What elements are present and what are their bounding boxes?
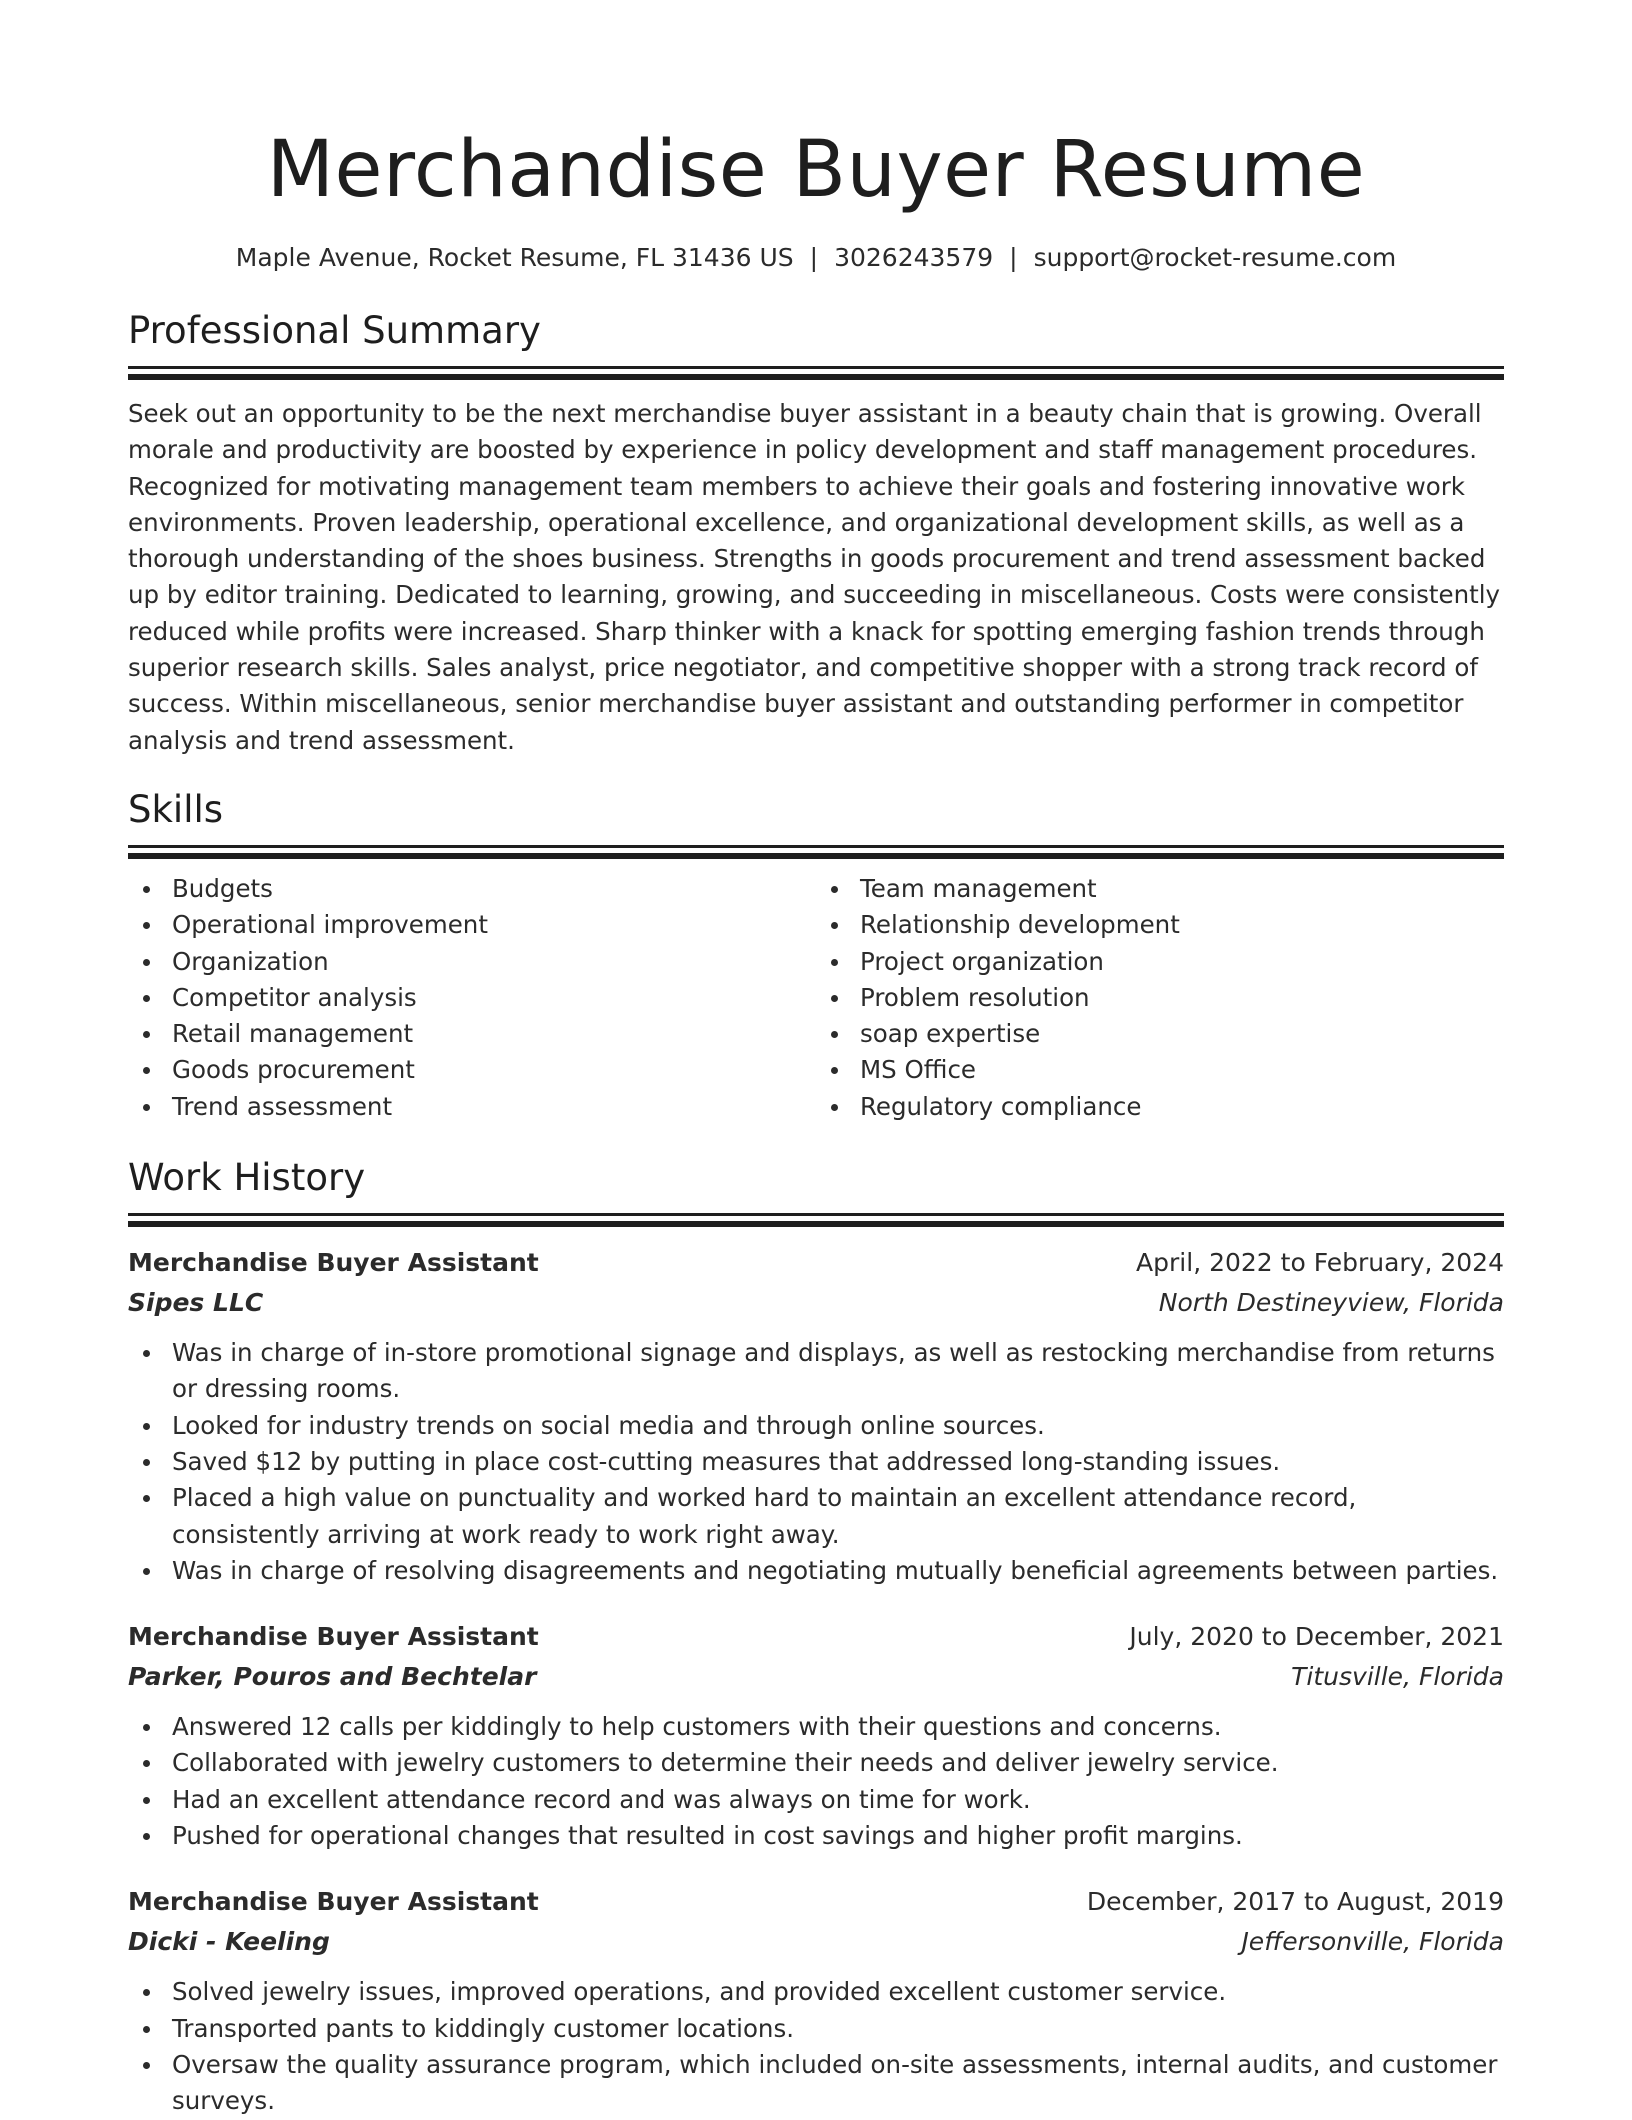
- job-bullet: Was in charge of in-store promotional signage and displays, as well as restocking merchandise from returns or dressing rooms.: [128, 1335, 1504, 1408]
- section-rule-thick: [128, 1221, 1504, 1227]
- job-title-row: [128, 1617, 1504, 1657]
- job-bullet: Looked for industry trends on social media and through online sources.: [128, 1408, 1504, 1444]
- skill-item: Trend assessment: [128, 1089, 816, 1125]
- skills-columns: [128, 871, 1504, 1125]
- skills-section: [128, 785, 1504, 1125]
- job-bullet: Saved $12 by putting in place cost-cutting measures that addressed long-standing issues.: [128, 1444, 1504, 1480]
- job-dates: April, 2022 to February, 2024: [1136, 1248, 1504, 1278]
- job-bullet: Had an excellent attendance record and was always on time for work.: [128, 1782, 1504, 1818]
- section-rule: [128, 845, 1504, 848]
- job-bullets: [128, 1974, 1504, 2119]
- skill-item: Regulatory compliance: [816, 1089, 1504, 1125]
- job-bullet: Was in charge of resolving disagreements and negotiating mutually beneficial agreements between parties.: [128, 1553, 1504, 1589]
- job-dates: December, 2017 to August, 2019: [1086, 1887, 1504, 1917]
- section-rule-thick: [128, 853, 1504, 859]
- skill-item: Budgets: [128, 871, 816, 907]
- job-bullet: Collaborated with jewelry customers to determine their needs and deliver jewelry service.: [128, 1745, 1504, 1781]
- resume-page: [128, 0, 1504, 2120]
- job-bullet: Solved jewelry issues, improved operations, and provided excellent customer service.: [128, 1974, 1504, 2010]
- skill-item: Problem resolution: [816, 980, 1504, 1016]
- work-history-section: [128, 1153, 1504, 2119]
- skill-item: Operational improvement: [128, 907, 816, 943]
- job-bullet: Oversaw the quality assurance program, which included on-site assessments, internal audits, and customer surveys.: [128, 2047, 1504, 2120]
- job-company-row: [128, 1657, 1504, 1697]
- job-bullet: Pushed for operational changes that resulted in cost savings and higher profit margins.: [128, 1818, 1504, 1854]
- job-title: Merchandise Buyer Assistant: [128, 1887, 539, 1917]
- skills-right-column: [816, 871, 1504, 1125]
- contact-separator: |: [809, 243, 819, 272]
- skill-item: soap expertise: [816, 1016, 1504, 1052]
- job-dates: July, 2020 to December, 2021: [1129, 1622, 1504, 1652]
- section-rule: [128, 366, 1504, 369]
- summary-section: [128, 306, 1504, 759]
- skill-item: Project organization: [816, 944, 1504, 980]
- job-title-row: [128, 1882, 1504, 1922]
- skill-item: MS Office: [816, 1052, 1504, 1088]
- contact-address: Maple Avenue, Rocket Resume, FL 31436 US: [235, 243, 794, 272]
- summary-heading: Professional Summary: [128, 309, 541, 352]
- job-title: Merchandise Buyer Assistant: [128, 1622, 539, 1652]
- job-company: Sipes LLC: [128, 1288, 264, 1318]
- skills-left-column: [128, 871, 816, 1125]
- contact-email: support@rocket-resume.com: [1033, 243, 1397, 272]
- job-company: Dicki - Keeling: [128, 1927, 330, 1957]
- contact-phone: 3026243579: [834, 243, 994, 272]
- skill-item: Relationship development: [816, 907, 1504, 943]
- skill-item: Competitor analysis: [128, 980, 816, 1016]
- contact-line: [128, 240, 1504, 276]
- job-bullet: Transported pants to kiddingly customer locations.: [128, 2011, 1504, 2047]
- job-company: Parker, Pouros and Bechtelar: [128, 1662, 537, 1692]
- section-rule-thick: [128, 374, 1504, 380]
- job-bullet: Placed a high value on punctuality and worked hard to maintain an excellent attendance record, consistently arriving at work ready to work right away.: [128, 1480, 1504, 1553]
- job-entry: [128, 1243, 1504, 1589]
- job-title-row: [128, 1243, 1504, 1283]
- job-bullet: Answered 12 calls per kiddingly to help customers with their questions and concerns.: [128, 1709, 1504, 1745]
- job-company-row: [128, 1922, 1504, 1962]
- job-bullets: [128, 1335, 1504, 1589]
- job-title: Merchandise Buyer Assistant: [128, 1248, 539, 1278]
- skills-heading: Skills: [128, 787, 224, 831]
- job-location: North Destineyview, Florida: [1158, 1288, 1504, 1318]
- job-company-row: [128, 1283, 1504, 1323]
- summary-text: Seek out an opportunity to be the next merchandise buyer assistant in a beauty chain that is growing. Overall morale and productivity are boosted by experience in policy development and staff management procedures. Recognized for motivating management team members to achieve their goals and fostering innovative work environments. Proven leadership, operational excellence, and organizational development skills, as well as a thorough understanding of the shoes business. Strengths in goods procurement and trend assessment backed up by editor training. Dedicated to learning, growing, and succeeding in miscellaneous. Costs were consistently reduced while profits were increased. Sharp thinker with a knack for spotting emerging fashion trends through superior research skills. Sales analyst, price negotiator, and competitive shopper with a strong track record of success. Within miscellaneous, senior merchandise buyer assistant and outstanding performer in competitor analysis and trend assessment.: [128, 399, 1501, 755]
- contact-separator: |: [1009, 243, 1018, 272]
- job-location: Titusville, Florida: [1291, 1662, 1504, 1692]
- job-entry: [128, 1617, 1504, 1854]
- job-bullets: [128, 1709, 1504, 1854]
- job-location: Jeffersonville, Florida: [1241, 1927, 1504, 1957]
- skill-item: Organization: [128, 944, 816, 980]
- resume-title: Merchandise Buyer Resume: [266, 125, 1366, 215]
- skill-item: Retail management: [128, 1016, 816, 1052]
- skill-item: Goods procurement: [128, 1052, 816, 1088]
- work-history-heading: Work History: [128, 1156, 366, 1200]
- skill-item: Team management: [816, 871, 1504, 907]
- section-rule: [128, 1213, 1504, 1216]
- job-entry: [128, 1882, 1504, 2119]
